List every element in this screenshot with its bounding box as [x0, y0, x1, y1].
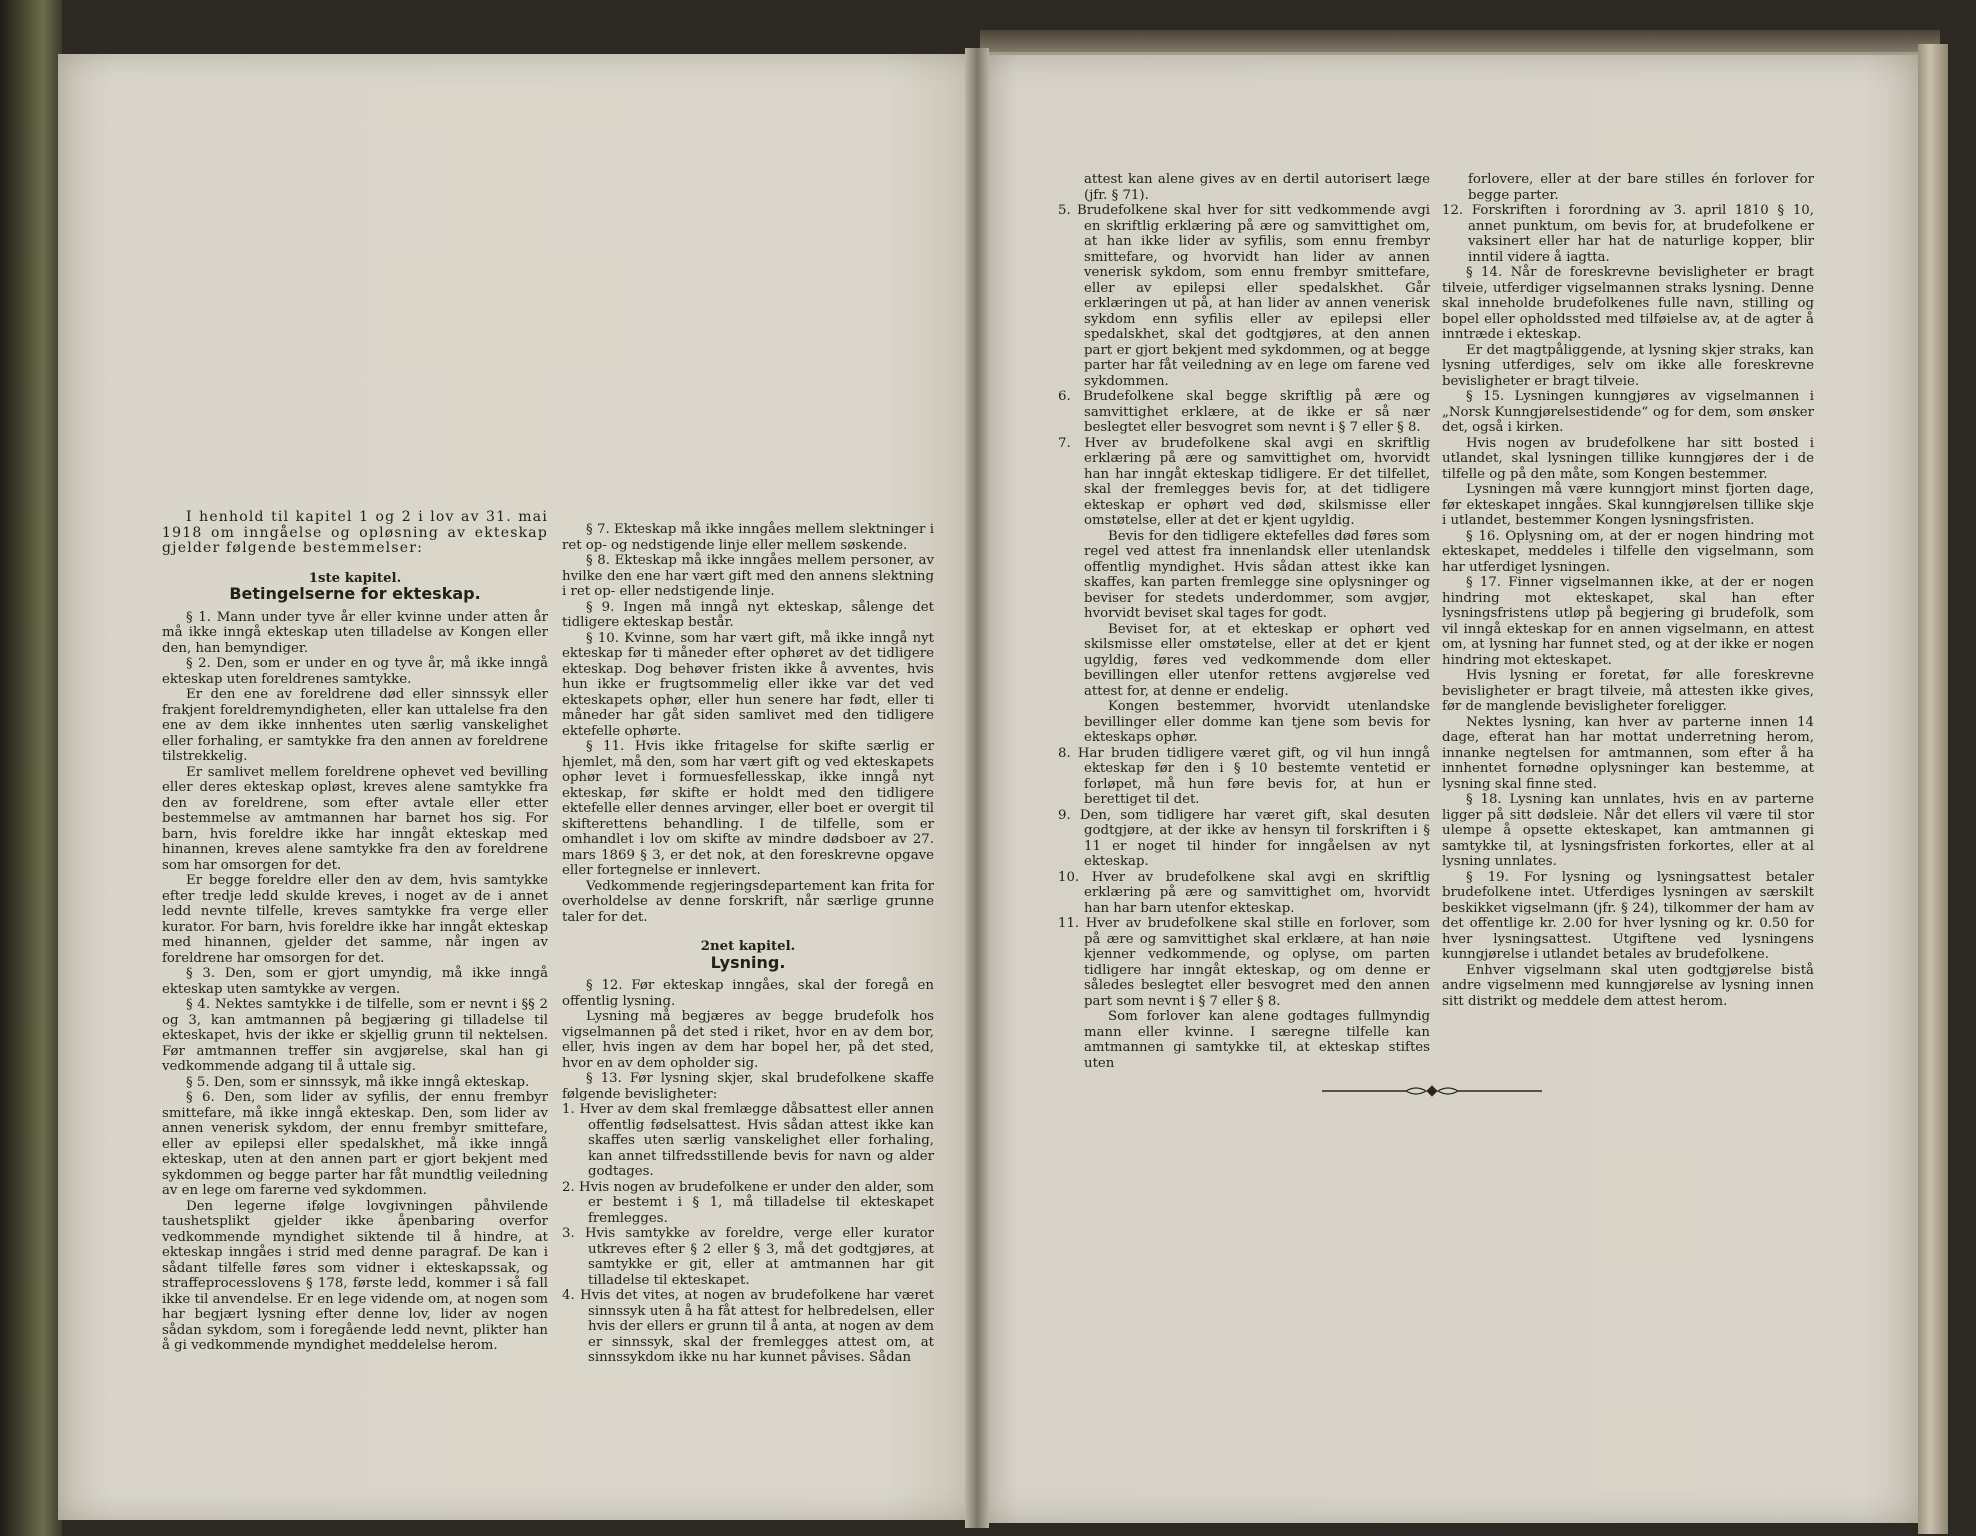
left-page-column-2 — [562, 522, 934, 1366]
paragraph: § 3. Den, som er gjort umyndig, må ikke inngå ekteskap uten samtykke av vergen. — [162, 966, 548, 997]
list-text: Hvis samtykke av foreldre, verge eller kurator utkreves efter § 2 eller § 3, må det godtgjøres, at samtykke er git, eller at amtmannen har git tilladelse til ekteskapet. — [584, 1226, 934, 1288]
paragraph: Er samlivet mellem foreldrene ophevet ved bevilling eller deres ekteskap opløst, kreves alene samtykke fra den av foreldrene, som efter avtale eller etter bestemmelse av amtmannen har barnet hos sig. For barn, hvis foreldre ikke har inngåt ekteskap med hinannen, kreves alene samtykke fra den av foreldrene som har omsorgen for det. — [162, 764, 548, 873]
list-item — [1058, 389, 1430, 436]
paragraph: Beviset for, at et ekteskap er ophørt ved skilsmisse eller omstøtelse, eller at det er kjent ugyldig, føres ved vedkommende dom eller bevillingen eller utenfor rettens avgjørelse ved attest for, at denne er endelig. — [1084, 621, 1430, 699]
paragraph: § 2. Den, som er under en og tyve år, må ikke inngå ekteskap uten foreldrenes samtykke. — [162, 656, 548, 687]
list-number: 11. — [1058, 916, 1080, 931]
paragraph: § 17. Finner vigselmannen ikke, at der er nogen hindring mot ekteskapet, skal han efter lysningsfristens utløp på begjering gi brudefolk, som vil inngå ekteskap for en annen vigselmann, en attest om, at lysning har funnet sted, og at der ikke er nogen hindring mot ekteskapet. — [1442, 575, 1814, 668]
list-text: Hver av brudefolkene skal stille en forlover, som på ære og samvittighet skal erklære, at han nøie kjenner vedkommende, og oplyse, om parten tidligere har inngåt ekteskap, og om denne er således beslegtet eller besvogret med den annen part som nevnt i § 7 eller § 8. — [1084, 916, 1430, 1009]
paragraph: § 6. Den, som lider av syfilis, der ennu frembyr smittefare, må ikke inngå ekteskap. Den, som lider av annen venerisk sykdom, der ennu frembyr smittefare, eller av epilepsi eller spedalskhet, må ikke inngå ekteskap, uten at den annen part er gjort bekjent med sykdommen og begge parter har fåt mundtlig veiledning av en lege om farerne ved sykdommen. — [162, 1090, 548, 1198]
paragraph: § 18. Lysning kan unnlates, hvis en av parterne ligger på sitt dødsleie. Når det ellers vil være til stor ulempe å opsette ekteskapet, kan amtmannen gi samtykke til, at lysningsfristen forkortes, eller at al lysning unnlates. — [1442, 792, 1814, 869]
paragraph: Er den ene av foreldrene død eller sinnssyk eller frakjent foreldremyndigheten, eller kan uttalelse fra den ene av dem ikke innhentes uten særlig vanskelighet eller forhaling, er samtykke fra den annen av foreldrene tilstrekkelig. — [162, 687, 548, 764]
paragraph: Vedkommende regjeringsdepartement kan frita for overholdelse av denne forskrift, når særlige grunne taler for det. — [562, 878, 934, 925]
paragraph: § 19. For lysning og lysningsattest betaler brudefolkene intet. Utferdiges lysningen av særskilt beskikket vigselmann (jfr. § 24), tilkommer der ham av det offentlige kr. 2.00 for hver lysning og kr. 0.50 for hver lysningsattest. Utgiftene ved lysningens kunngjørelse i utlandet betales av brudefolkene. — [1442, 869, 1814, 962]
paragraph: § 15. Lysningen kunngjøres av vigselmannen i „Norsk Kunngjørelsestidende“ og for dem, som ønsker det, også i kirken. — [1442, 389, 1814, 435]
paragraph: Hvis lysning er foretat, før alle foreskrevne bevisligheter er bragt tilveie, må attesten ikke gives, før de manglende bevisligheter foreligger. — [1442, 668, 1814, 714]
list-item — [1442, 203, 1814, 265]
list-text: Forskriften i forordning av 3. april 1810 § 10, annet punktum, om bevis for, at brudefolkene er vaksinert eller har hat de naturlige kopper, blir inntil videre å iagtta. — [1468, 203, 1814, 265]
list-item — [562, 1102, 934, 1180]
list-text: Hver av brudefolkene skal avgi en skriftlig erklæring på ære og samvittighet om, hvorvidt han har barn utenfor ekteskap. — [1084, 869, 1430, 916]
list-item — [562, 1180, 934, 1227]
paragraph: § 8. Ekteskap må ikke inngåes mellem personer, av hvilke den ene har vært gift med den annens slektning i ret op- eller nedstigende linje. — [562, 553, 934, 599]
paragraph: § 9. Ingen må inngå nyt ekteskap, sålenge det tidligere ekteskap består. — [562, 599, 934, 630]
list-item — [1058, 808, 1430, 870]
paragraph: § 4. Nektes samtykke i de tilfelle, som er nevnt i §§ 2 og 3, kan amtmannen på begjæring gi tilladelse til ekteskapet, hvis der ikke er skjellig grunn til nektelsen. Før amtmannen treffer sin avgjørelse, skal han gi vedkommende adgang til å uttale sig. — [162, 997, 548, 1074]
list-item — [1058, 916, 1430, 1009]
list-number: 1. — [562, 1102, 575, 1117]
paragraph: Som forlover kan alene godtages fullmyndig mann eller kvinne. I særegne tilfelle kan amtmannen gi samtykke til, at ekteskap stiftes uten — [1084, 1009, 1430, 1071]
list-text: Brudefolkene skal hver for sitt vedkommende avgi en skriftlig erklæring på ære og samvittighet om, at han ikke lider av syfilis, som ennu frembyr smittefare, og hvorvidt han lider av annen venerisk sykdom, som ennu frembyr smittefare, eller av epilepsi eller spedalskhet. Går erklæringen ut på, at han lider av annen venerisk sykdom enn syfilis eller av epilepsi eller spedalskhet, skal det godtgjøres, at den annen part er gjort bekjent med sykdommen, og at begge parter har fåt veiledning av en lege om farene ved sykdommen. — [1077, 203, 1430, 389]
paragraph: § 5. Den, som er sinnssyk, må ikke inngå ekteskap. — [186, 1074, 530, 1090]
paragraph: attest kan alene gives av en dertil autorisert læge (jfr. § 71). — [1084, 172, 1430, 203]
intro-paragraph: I henhold til kapitel 1 og 2 i lov av 31. mai 1918 om inngåelse og opløsning av ekteskap gjelder følgende bestemmelser: — [162, 509, 548, 556]
list-number: 5. — [1058, 203, 1071, 218]
paragraph: Lysningen må være kunngjort minst fjorten dage, før ekteskapet inngåes. Skal kunngjørelsen tillike skje i utlandet, bestemmer Kongen lysningsfristen. — [1442, 482, 1814, 528]
list-item — [562, 1288, 934, 1366]
list-item — [1058, 870, 1430, 917]
list-number: 10. — [1058, 869, 1080, 885]
list-number: 9. — [1058, 807, 1071, 823]
book-binding-left — [0, 0, 62, 1536]
list-text: Hver av dem skal fremlægge dåbsattest eller annen offentlig fødselsattest. Hvis sådan attest ikke kan skaffes uten særlig vanskelighet eller forhaling, kan annet tilfredsstillende bevis for navn og alder godtages. — [579, 1102, 934, 1179]
paragraph: Hvis nogen av brudefolkene har sitt bosted i utlandet, skal lysningen tillike kunngjøres der i de tilfelle og på den måte, som Kongen bestemmer. — [1442, 435, 1814, 482]
list-item — [562, 1226, 934, 1288]
paragraph: § 11. Hvis ikke fritagelse for skifte særlig er hjemlet, må den, som har vært gift og ved ekteskapets ophør levet i formuesfellesskap, ikke inngå nyt ekteskap, før skifte er holdt med den tidligere ektefelle eller dennes arvinger, eller boet er overgit til skifterettens behandling. I de tilfelle, som er omhandlet i lov om skifte av mindre dødsboer av 27. mars 1869 § 3, er det nok, at den foreskrevne opgave eller fortegnelse er innlevert. — [562, 739, 934, 878]
paragraph: Enhver vigselmann skal uten godtgjørelse bistå andre vigselmenn med kunngjørelse av lysning innen sitt distrikt og meddele dem attest herom. — [1442, 962, 1814, 1009]
list-number: 12. — [1442, 203, 1464, 218]
list-item — [1058, 436, 1430, 529]
list-number: 8. — [1058, 745, 1071, 761]
paragraph: § 7. Ekteskap må ikke inngåes mellem slektninger i ret op- og nedstigende linje eller mellem søskende. — [562, 522, 934, 553]
paragraph: Nektes lysning, kan hver av parterne innen 14 dage, efterat han har mottat underretning herom, innanke negtelsen for amtmannen, som efter å ha innhentet fornødne oplysninger kan bestemme, at lysning skal finne sted. — [1442, 714, 1814, 792]
list-text: Brudefolkene skal begge skriftlig på ære og samvittighet erklære, at de ikke er så nær beslegtet eller besvogret som nevnt i § 7 eller § 8. — [1083, 389, 1430, 435]
list-number: 3. — [562, 1226, 575, 1241]
paragraph: § 10. Kvinne, som har vært gift, må ikke inngå nyt ekteskap før ti måneder efter ophøret av det tidligere ekteskap. Dog behøver fristen ikke å avventes, hvis hun ikke er frugtsommelig eller ikke var det ved ekteskapets ophør, eller hun senere har født, eller ti måneder har gåt siden samlivet med den tidligere ektefelle ophørte. — [562, 630, 934, 739]
paragraph: § 1. Mann under tyve år eller kvinne under atten år må ikke inngå ekteskap uten tilladelse av Kongen eller den, han bemyndiger. — [162, 609, 548, 656]
chapter-1-title: Betingelserne for ekteskap. — [229, 584, 481, 603]
book-page-edges-right — [1918, 44, 1948, 1534]
paragraph: Er begge foreldre eller den av dem, hvis samtykke efter tredje ledd skulde kreves, i noget av de i annet ledd nevnte tilfelle, kreves samtykke fra verge eller kurator. For barn, hvis foreldre ikke har inngåt ekteskap med hinannen, gjelder det samme, når ingen av foreldrene har omsorgen for det. — [162, 873, 548, 966]
list-number: 4. — [562, 1288, 575, 1303]
paragraph: forlovere, eller at der bare stilles én forlover for begge parter. — [1468, 172, 1814, 203]
paragraph: Bevis for den tidligere ektefelles død føres som regel ved attest fra innenlandsk eller utenlandsk offentlig myndighet. Hvis sådan attest ikke kan skaffes, kan parten fremlegge sine oplysninger og beviser for stedets underdommer, som avgjør, hvorvidt beviset skal tages for godt. — [1084, 528, 1430, 621]
list-text: Hvis nogen av brudefolkene er under den alder, som er bestemt i § 1, må tilladelse til ekteskapet fremlegges. — [578, 1179, 934, 1226]
paragraph: § 16. Oplysning om, at der er nogen hindring mot ekteskapet, meddeles i tilfelle den vigselmann, som har utferdiget lysningen. — [1442, 528, 1814, 575]
end-ornament — [1322, 1084, 1542, 1098]
paragraph: Kongen bestemmer, hvorvidt utenlandske bevillinger eller domme kan tjene som bevis for ekteskaps ophør. — [1084, 699, 1430, 745]
list-number: 2. — [562, 1179, 575, 1195]
list-text: Hver av brudefolkene skal avgi en skriftlig erklæring på ære og samvittighet om, hvorvidt han har inngåt ekteskap tidligere. Er det tilfellet, skal der fremlegges bevis for, at det tidligere ekteskap er ophørt ved død, skilsmisse eller omstøtelse, eller at det er kjent ugyldig. — [1084, 435, 1430, 528]
paragraph: § 13. Før lysning skjer, skal brudefolkene skaffe følgende bevisligheter: — [562, 1071, 934, 1102]
paragraph: Er det magtpåliggende, at lysning skjer straks, kan lysning utferdiges, selv om ikke alle foreskrevne bevisligheter er bragt tilveie. — [1442, 342, 1814, 389]
list-item — [1058, 746, 1430, 808]
list-number: 7. — [1058, 435, 1071, 451]
paragraph: § 12. Før ekteskap inngåes, skal der foregå en offentlig lysning. — [562, 978, 934, 1009]
paragraph: § 14. Når de foreskrevne bevisligheter er bragt tilveie, utferdiger vigselmannen straks lysning. Denne skal inneholde brudefolkenes fulle navn, stilling og bopel eller opholdssted med tilføielse av, at de agter å inntræde i ekteskap. — [1442, 265, 1814, 342]
list-item — [1058, 203, 1430, 389]
chapter-1-heading: 1ste kapitel. — [308, 570, 402, 586]
list-text: Har bruden tidligere været gift, og vil hun inngå ekteskap før den i § 10 bestemte ventetid er forløpet, må hun føre bevis for, at hun er berettiget til det. — [1077, 745, 1430, 807]
book-gutter — [965, 48, 989, 1528]
right-page-column-1 — [1058, 172, 1430, 1071]
list-text: Hvis det vites, at nogen av brudefolkene har været sinnssyk uten å ha fåt attest for helbredelsen, eller hvis der ellers er grunn til å anta, at nogen av dem er sinnssyk, skal der fremlegges attest om, at sinnssykdom ikke nu har kunnet påvises. Sådan — [580, 1288, 934, 1365]
paragraph: Den legerne ifølge lovgivningen påhvilende taushetsplikt gjelder ikke åpenbaring overfor vedkommende myndighet siktende til å hindre, at ekteskap inngåes i strid med denne paragraf. De kan i sådant tilfelle føres som vidner i ekteskapssak, og straffeprocesslovens § 178, første ledd, kommer i så fall ikke til anvendelse. Er en lege vidende om, at nogen som har begjært lysning efter denne lov, lider av nogen sådan sykdom, som i foregående ledd nevnt, plikter han å gi vedkommende myndighet meddelelse herom. — [162, 1198, 548, 1353]
paragraph: Lysning må begjæres av begge brudefolk hos vigselmannen på det sted i riket, hvor en av dem bor, eller, hvis ingen av dem har bopel her, på det sted, hvor en av dem opholder sig. — [562, 1009, 934, 1071]
chapter-2-heading: 2net kapitel. — [700, 939, 796, 954]
left-page-column-1 — [162, 510, 548, 1354]
list-text: Den, som tidligere har været gift, skal desuten godtgjøre, at der ikke av hensyn til forskriften i § 11 er noget til hinder for inngåelsen av nyt ekteskap. — [1079, 807, 1430, 869]
chapter-2-title: Lysning. — [710, 952, 786, 972]
right-page-column-2 — [1442, 172, 1814, 1009]
list-number: 6. — [1058, 389, 1071, 404]
